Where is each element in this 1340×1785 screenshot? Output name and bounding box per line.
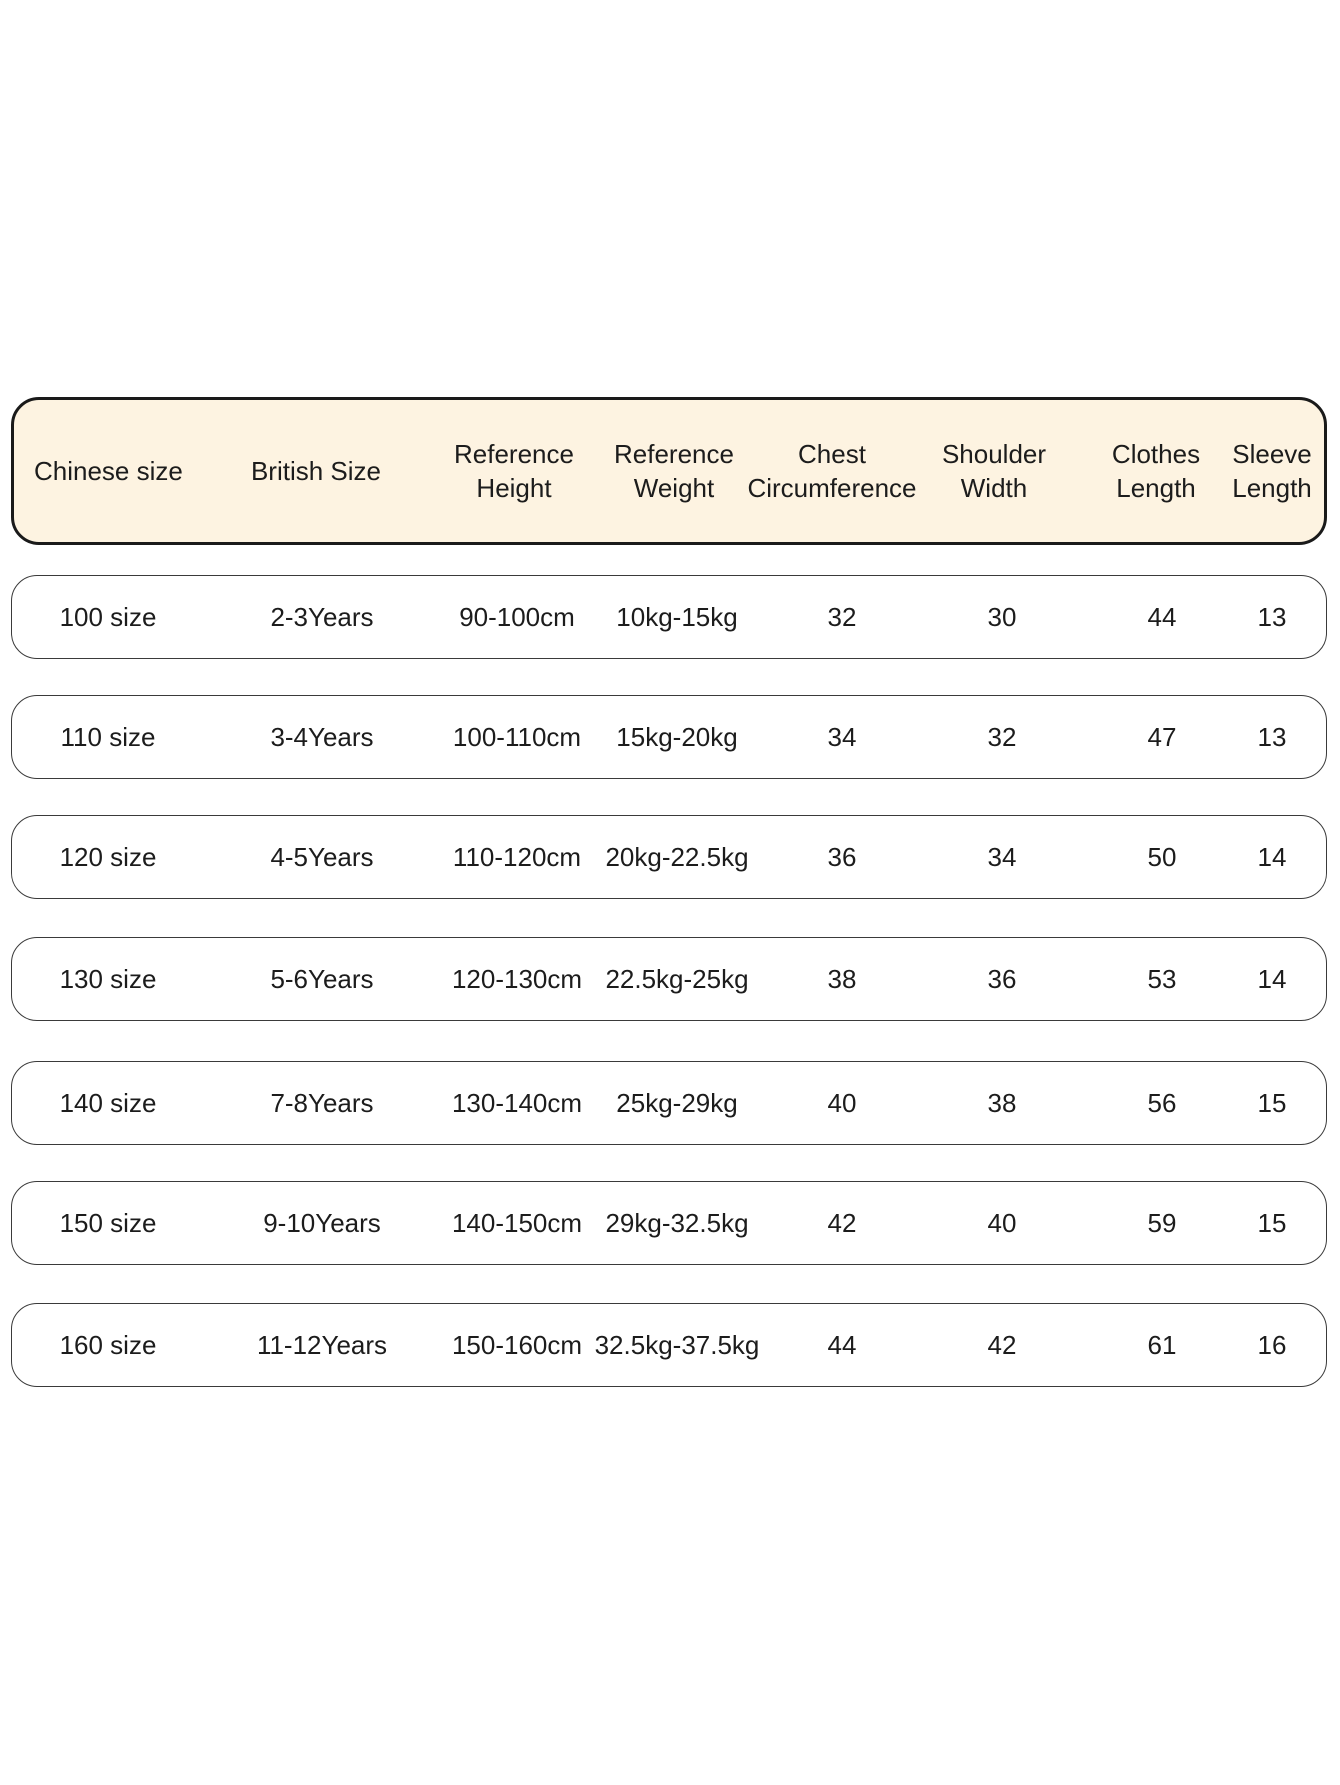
- header-shoulder-width: Shoulder Width: [941, 439, 1047, 503]
- cell-shoulder-width: 42: [987, 1330, 1017, 1360]
- cell-sleeve-length: 14: [1257, 842, 1287, 872]
- cell-shoulder-width: 32: [987, 722, 1017, 752]
- cell-reference-height: 130-140cm: [451, 1088, 583, 1118]
- cell-reference-height: 150-160cm: [451, 1330, 583, 1360]
- cell-clothes-length: 50: [1147, 842, 1177, 872]
- cell-reference-height: 140-150cm: [451, 1208, 583, 1238]
- cell-british-size: 11-12Years: [256, 1330, 388, 1360]
- cell-reference-height: 100-110cm: [452, 722, 582, 752]
- cell-sleeve-length: 15: [1257, 1088, 1287, 1118]
- cell-clothes-length: 59: [1147, 1208, 1177, 1238]
- cell-chest-circumference: 32: [827, 602, 857, 632]
- cell-british-size: 9-10Years: [263, 1208, 381, 1238]
- cell-chest-circumference: 34: [827, 722, 857, 752]
- cell-reference-weight: 29kg-32.5kg: [605, 1208, 749, 1238]
- cell-reference-weight: 25kg-29kg: [616, 1088, 738, 1118]
- cell-reference-weight: 32.5kg-37.5kg: [594, 1330, 760, 1360]
- header-british-size: British Size: [250, 456, 382, 486]
- cell-reference-height: 90-100cm: [459, 602, 575, 632]
- size-chart-header: [11, 397, 1327, 545]
- cell-shoulder-width: 34: [987, 842, 1017, 872]
- cell-british-size: 2-3Years: [270, 602, 374, 632]
- size-row-150: [11, 1181, 1327, 1265]
- header-reference-height: Reference Height: [454, 439, 574, 503]
- cell-chinese-size: 160 size: [59, 1330, 157, 1360]
- cell-clothes-length: 56: [1147, 1088, 1177, 1118]
- cell-chest-circumference: 36: [827, 842, 857, 872]
- cell-chinese-size: 120 size: [59, 842, 157, 872]
- cell-reference-height: 120-130cm: [451, 964, 583, 994]
- size-chart: [11, 397, 1327, 1387]
- size-row-130: [11, 937, 1327, 1021]
- header-reference-weight: Reference Weight: [614, 439, 734, 503]
- header-chinese-size: Chinese size: [34, 456, 183, 486]
- cell-sleeve-length: 16: [1257, 1330, 1287, 1360]
- cell-chinese-size: 140 size: [59, 1088, 157, 1118]
- cell-chinese-size: 100 size: [59, 602, 157, 632]
- cell-reference-weight: 20kg-22.5kg: [605, 842, 749, 872]
- cell-sleeve-length: 13: [1257, 722, 1287, 752]
- cell-british-size: 5-6Years: [270, 964, 374, 994]
- size-row-110: [11, 695, 1327, 779]
- cell-chinese-size: 130 size: [59, 964, 157, 994]
- cell-chinese-size: 150 size: [59, 1208, 157, 1238]
- cell-shoulder-width: 40: [987, 1208, 1017, 1238]
- cell-chinese-size: 110 size: [60, 722, 156, 752]
- cell-reference-height: 110-120cm: [452, 842, 582, 872]
- cell-sleeve-length: 15: [1257, 1208, 1287, 1238]
- cell-reference-weight: 10kg-15kg: [616, 602, 738, 632]
- cell-chest-circumference: 44: [827, 1330, 857, 1360]
- cell-shoulder-width: 36: [987, 964, 1017, 994]
- cell-shoulder-width: 38: [987, 1088, 1017, 1118]
- cell-reference-weight: 15kg-20kg: [616, 722, 738, 752]
- cell-shoulder-width: 30: [987, 602, 1017, 632]
- cell-chest-circumference: 38: [827, 964, 857, 994]
- cell-sleeve-length: 14: [1257, 964, 1287, 994]
- header-clothes-length: Clothes Length: [1111, 439, 1201, 503]
- cell-clothes-length: 44: [1147, 602, 1177, 632]
- cell-british-size: 4-5Years: [270, 842, 374, 872]
- cell-clothes-length: 53: [1147, 964, 1177, 994]
- cell-reference-weight: 22.5kg-25kg: [605, 964, 749, 994]
- cell-clothes-length: 61: [1147, 1330, 1177, 1360]
- cell-british-size: 3-4Years: [270, 722, 374, 752]
- header-sleeve-length: Sleeve Length: [1232, 439, 1312, 503]
- cell-british-size: 7-8Years: [270, 1088, 374, 1118]
- cell-chest-circumference: 40: [827, 1088, 857, 1118]
- size-row-140: [11, 1061, 1327, 1145]
- cell-clothes-length: 47: [1147, 722, 1177, 752]
- size-row-160: [11, 1303, 1327, 1387]
- size-row-100: [11, 575, 1327, 659]
- size-row-120: [11, 815, 1327, 899]
- cell-chest-circumference: 42: [827, 1208, 857, 1238]
- header-chest-circumference: Chest Circumference: [747, 439, 917, 503]
- cell-sleeve-length: 13: [1257, 602, 1287, 632]
